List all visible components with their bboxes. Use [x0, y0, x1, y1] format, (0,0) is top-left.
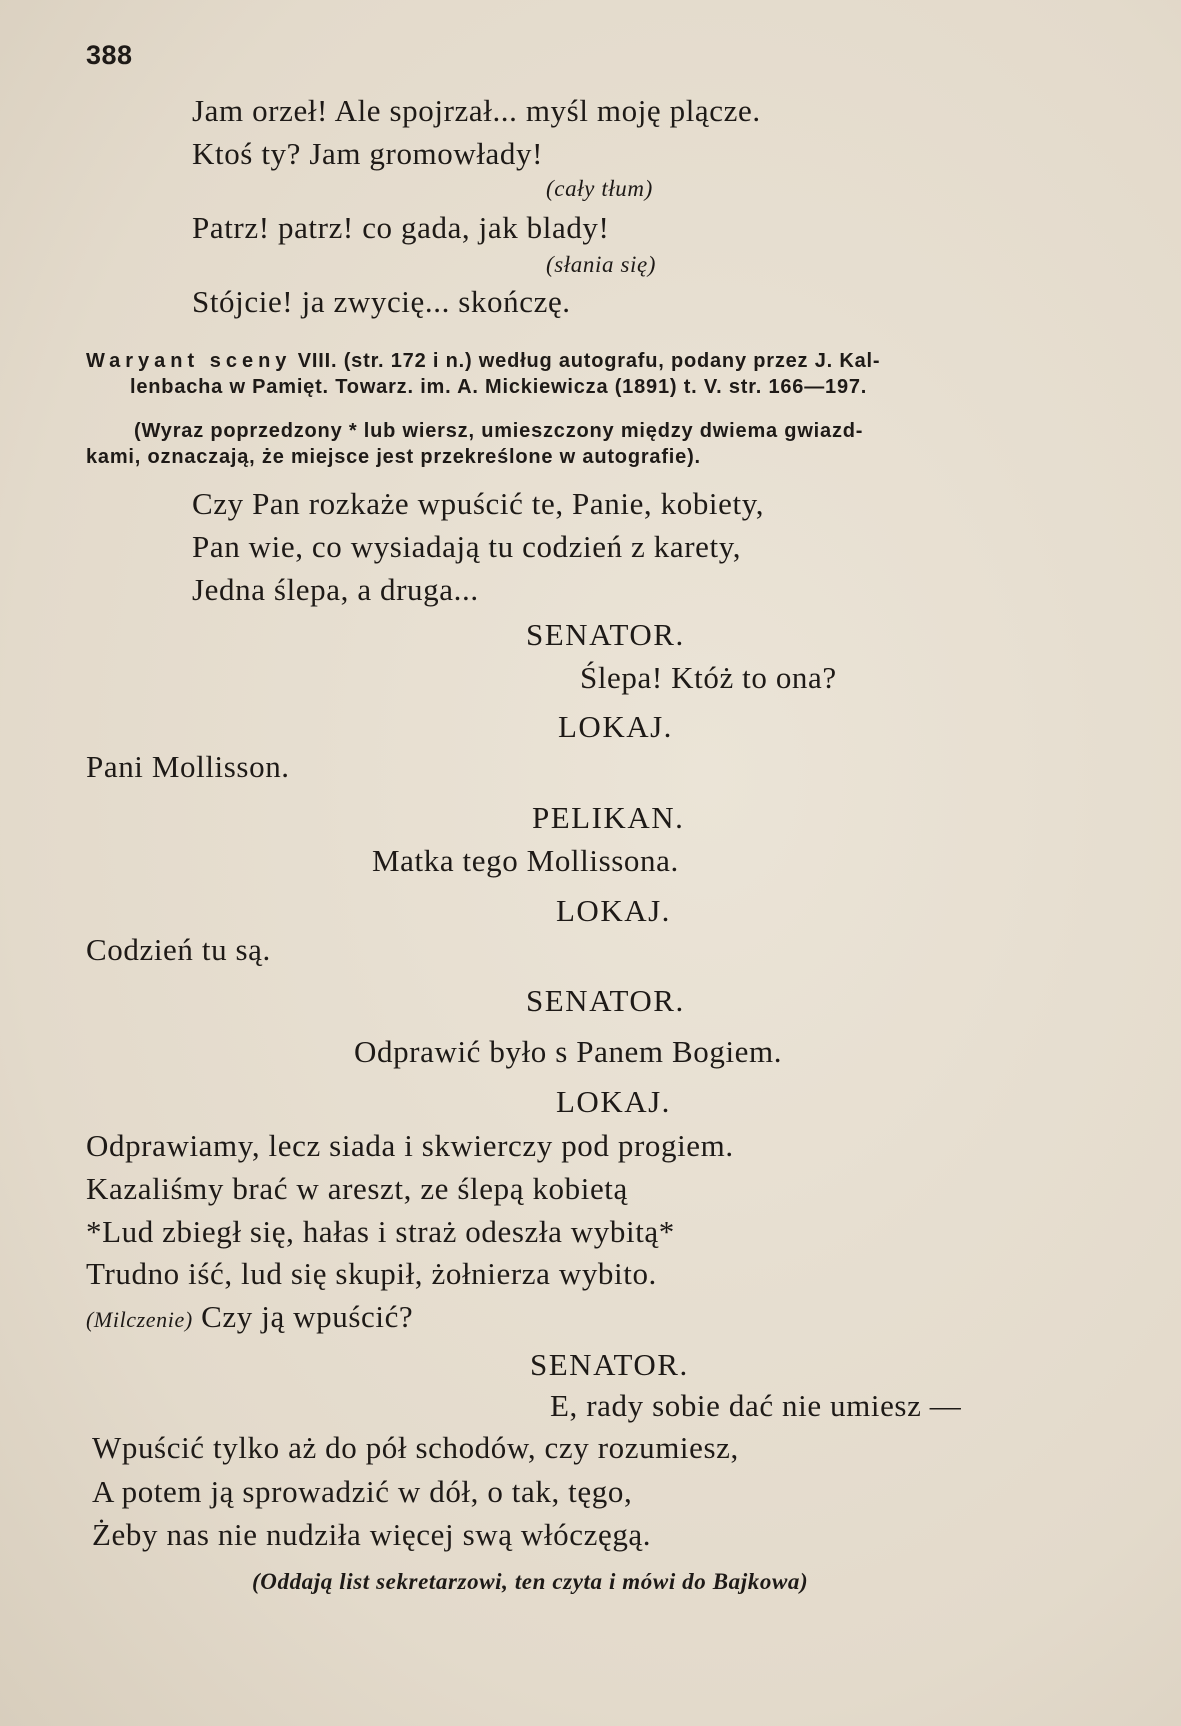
variant-note-text: VIII. (str. 172 i n.) według autografu, podany przez J. Kal- [297, 350, 881, 372]
speaker-name: LOKAJ. [556, 1084, 671, 1119]
verse-line: E, rady sobie dać nie umiesz — [550, 1388, 962, 1423]
verse-line: A potem ją sprowadzić w dół, o tak, tęgo, [92, 1474, 633, 1509]
variant-note-line-1 [86, 350, 880, 373]
verse-line: Jam orzeł! Ale spojrzał... myśl moję plącze. [192, 93, 761, 128]
verse-line-with-stage [86, 1299, 413, 1335]
variant-note-line-2: lenbacha w Pamięt. Towarz. im. A. Mickiewicza (1891) t. V. str. 166—197. [130, 376, 868, 398]
stage-direction: (Oddają list sekretarzowi, ten czyta i mówi do Bajkowa) [252, 1569, 809, 1594]
verse-line: Odprawiamy, lecz siada i skwierczy pod progiem. [86, 1128, 734, 1163]
verse-line: Wpuścić tylko aż do pół schodów, czy rozumiesz, [92, 1430, 739, 1465]
stage-direction: (cały tłum) [546, 176, 653, 201]
verse-line: Stójcie! ja zwycię... skończę. [192, 284, 571, 319]
speaker-name: LOKAJ. [558, 709, 673, 744]
variant-note-line-4: kami, oznaczają, że miejsce jest przekreślone w autografie). [86, 446, 701, 468]
verse-line: Pan wie, co wysiadają tu codzień z karety, [192, 529, 742, 564]
variant-heading: Waryant sceny [86, 350, 292, 372]
verse-line: Matka tego Mollissona. [372, 843, 679, 878]
stage-direction: (słania się) [546, 252, 657, 277]
page-number: 388 [86, 40, 133, 70]
verse-line: Patrz! patrz! co gada, jak blady! [192, 210, 610, 245]
verse-line: Kazaliśmy brać w areszt, ze ślepą kobietą [86, 1171, 628, 1206]
speaker-name: SENATOR. [530, 1347, 689, 1382]
verse-line: Żeby nas nie nudziła więcej swą włóczęgą. [92, 1517, 652, 1552]
stage-direction: (Milczenie) [86, 1307, 193, 1332]
verse-line: *Lud zbiegł się, hałas i straż odeszła wybitą* [86, 1214, 675, 1249]
verse-line: Czy Pan rozkaże wpuścić te, Panie, kobiety, [192, 486, 765, 521]
verse-line: Pani Mollisson. [86, 749, 290, 784]
speaker-name: PELIKAN. [532, 800, 685, 835]
verse-line: Odprawić było s Panem Bogiem. [354, 1034, 783, 1069]
verse-line: Codzień tu są. [86, 932, 271, 967]
speaker-name: SENATOR. [526, 617, 685, 652]
verse-text: Czy ją wpuścić? [201, 1299, 414, 1334]
verse-line: Trudno iść, lud się skupił, żołnierza wybito. [86, 1256, 657, 1291]
verse-line: Ślepa! Któż to ona? [580, 660, 837, 695]
verse-line: Ktoś ty? Jam gromowłady! [192, 136, 544, 171]
speaker-name: SENATOR. [526, 983, 685, 1018]
verse-line: Jedna ślepa, a druga... [192, 572, 479, 607]
variant-note-line-3: (Wyraz poprzedzony * lub wiersz, umieszczony między dwiema gwiazd- [134, 420, 864, 442]
speaker-name: LOKAJ. [556, 893, 671, 928]
